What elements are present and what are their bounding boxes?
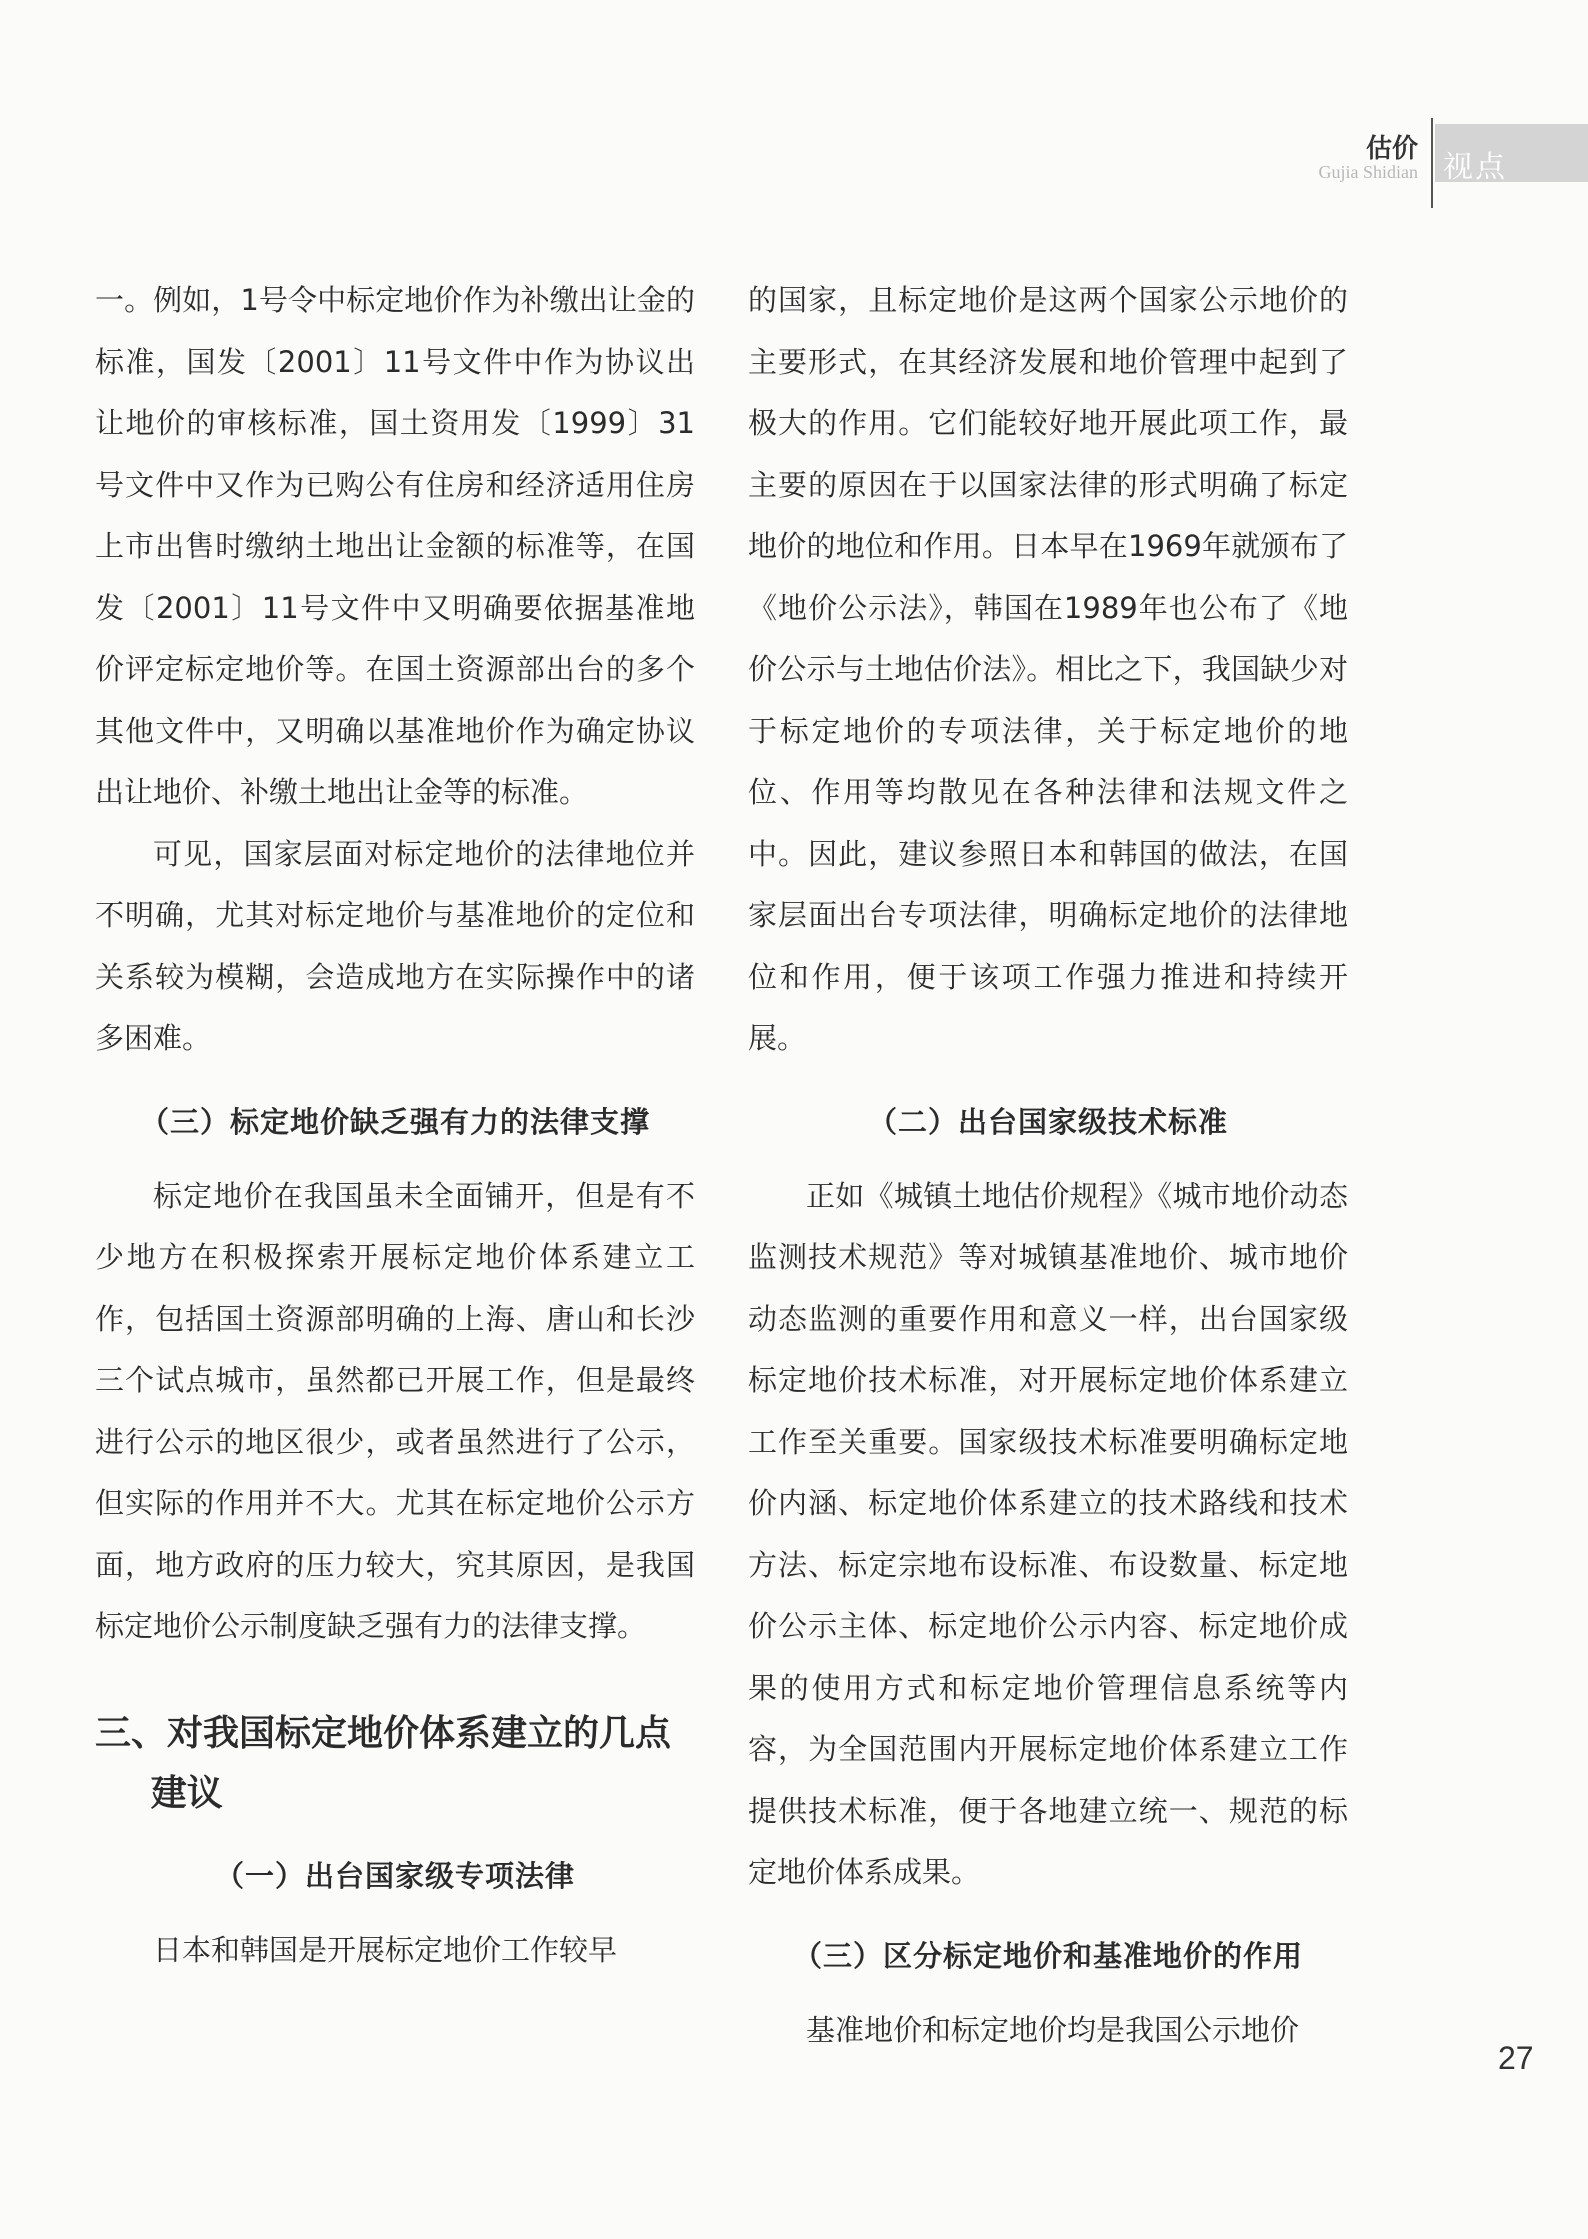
paragraph: 的国家，且标定地价是这两个国家公示地价的主要形式，在其经济发展和地价管理中起到了极大的作用。它们能较好地开展此项工作，最主要的原因在于以国家法律的形式明确了标定地价的地位和作用。日本早在1969年就颁布了《地价公示法》，韩国在1989年也公布了《地价公示与土地估价法》。相比之下，我国缺少对于标定地价的专项法律，关于标定地价的地位、作用等均散见在各种法律和法规文件之中。因此，建议参照日本和韩国的做法，在国家层面出台专项法律，明确标定地价的法律地位和作用，便于该项工作强力推进和持续开展。 bbox=[748, 283, 1348, 1055]
right-column bbox=[748, 270, 1348, 2061]
left-column bbox=[95, 270, 695, 1981]
journal-name-pinyin: Gujia Shidian bbox=[1318, 162, 1418, 182]
subsection-heading: （一）出台国家级专项法律 bbox=[214, 1858, 575, 1893]
running-header bbox=[1258, 110, 1588, 205]
subsection-heading: （二）出台国家级技术标准 bbox=[867, 1104, 1228, 1139]
paragraph: 日本和韩国是开展标定地价工作较早 bbox=[153, 1932, 618, 1967]
paragraph: 正如《城镇土地估价规程》《城市地价动态监测技术规范》等对城镇基准地价、城市地价动态监测的重要作用和意义一样，出台国家级标定地价技术标准，对开展标定地价体系建立工作至关重要。国家级技术标准要明确标定地价内涵、标定地价体系建立的技术路线和技术方法、标定宗地布设标准、布设数量、标定地价公示主体、标定地价公示内容、标定地价成果的使用方式和标定地价管理信息系统等内容，为全国范围内开展标定地价体系建立工作提供技术标准，便于各地建立统一、规范的标定地价体系成果。 bbox=[748, 1178, 1348, 1889]
section-label: 视点 bbox=[1443, 150, 1507, 185]
paragraph: 一。例如，1号令中标定地价作为补缴出让金的标准，国发〔2001〕11号文件中作为协议出让地价的审核标准，国土资用发〔1999〕31号文件中又作为已购公有住房和经济适用住房上市出售时缴纳土地出让金额的标准等，在国发〔2001〕11号文件中又明确要依据基准地价评定标定地价等。在国土资源部出台的多个其他文件中，又明确以基准地价作为确定协议出让地价、补缴土地出让金等的标准。 bbox=[95, 283, 695, 809]
journal-name: 估价 bbox=[1365, 134, 1418, 164]
subsection-heading: （三）标定地价缺乏强有力的法律支撑 bbox=[139, 1104, 650, 1139]
page-number: 27 bbox=[1498, 2040, 1534, 2076]
section-tab bbox=[1435, 124, 1588, 185]
header-divider bbox=[1431, 118, 1433, 208]
paragraph: 标定地价在我国虽未全面铺开，但是有不少地方在积极探索开展标定地价体系建立工作，包括国土资源部明确的上海、唐山和长沙三个试点城市，虽然都已开展工作，但是最终进行公示的地区很少，或者虽然进行了公示，但实际的作用并不大。尤其在标定地价公示方面，地方政府的压力较大，究其原因，是我国标定地价公示制度缺乏强有力的法律支撑。 bbox=[95, 1178, 695, 1643]
paragraph: 基准地价和标定地价均是我国公示地价 bbox=[806, 2012, 1300, 2047]
section-heading: 三、对我国标定地价体系建立的几点建议 bbox=[95, 1712, 672, 1814]
subsection-heading: （三）区分标定地价和基准地价的作用 bbox=[792, 1938, 1303, 1973]
paragraph: 可见，国家层面对标定地价的法律地位并不明确，尤其对标定地价与基准地价的定位和关系较为模糊，会造成地方在实际操作中的诸多困难。 bbox=[95, 836, 695, 1055]
